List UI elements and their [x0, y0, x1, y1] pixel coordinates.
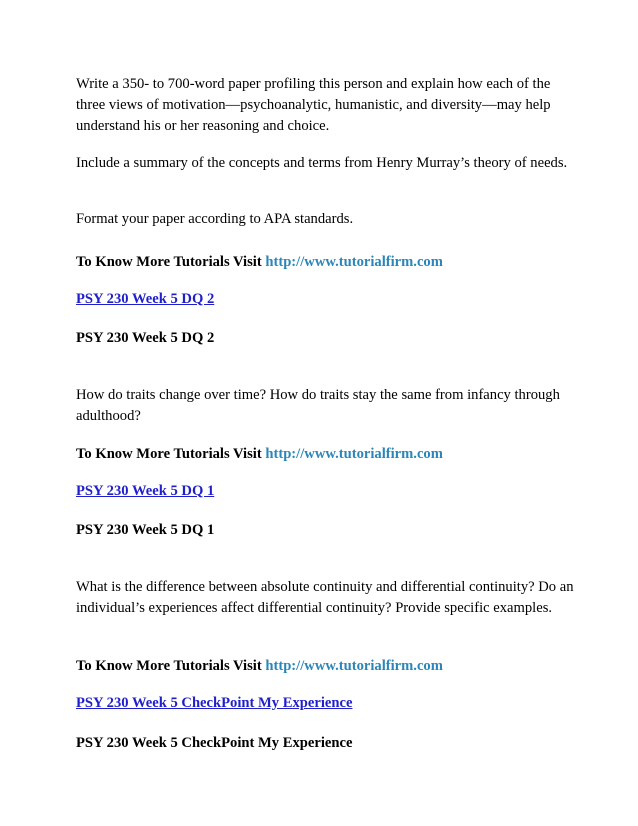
link-line-dq2 — [76, 289, 576, 310]
promo-url[interactable]: http://www.tutorialfirm.com — [265, 658, 443, 674]
promo-label: To Know More Tutorials Visit — [76, 658, 262, 674]
link-psy230-week5-dq2[interactable]: PSY 230 Week 5 DQ 2 — [76, 291, 215, 307]
question-dq2: How do traits change over time? How do traits stay the same from infancy through adulthood? — [76, 387, 560, 424]
promo-line-2 — [76, 444, 576, 465]
question-dq1: What is the difference between absolute continuity and differential continuity? Do an individual’s experiences affect differential continuity? Provide specific examples. — [76, 579, 574, 616]
link-psy230-week5-dq1[interactable]: PSY 230 Week 5 DQ 1 — [76, 483, 215, 499]
heading-checkpoint: PSY 230 Week 5 CheckPoint My Experience — [76, 735, 353, 751]
link-line-checkpoint — [76, 693, 576, 714]
promo-line-3 — [76, 656, 576, 677]
paragraph-apa: Format your paper according to APA standards. — [76, 211, 354, 227]
promo-label: To Know More Tutorials Visit — [76, 446, 262, 462]
promo-url[interactable]: http://www.tutorialfirm.com — [265, 446, 443, 462]
link-psy230-week5-checkpoint[interactable]: PSY 230 Week 5 CheckPoint My Experience — [76, 695, 353, 711]
heading-dq1: PSY 230 Week 5 DQ 1 — [76, 522, 215, 538]
heading-dq2: PSY 230 Week 5 DQ 2 — [76, 330, 215, 346]
promo-url[interactable]: http://www.tutorialfirm.com — [265, 254, 443, 270]
promo-label: To Know More Tutorials Visit — [76, 254, 262, 270]
paragraph-murray: Include a summary of the concepts and terms from Henry Murray’s theory of needs. — [76, 155, 568, 171]
paragraph-assignment: Write a 350- to 700-word paper profiling this person and explain how each of the three views of motivation—psychoanalytic, humanistic, and diversity—may help understand his or her reasoning and choice. — [76, 76, 551, 134]
link-line-dq1 — [76, 481, 576, 502]
promo-line-1 — [76, 252, 576, 273]
